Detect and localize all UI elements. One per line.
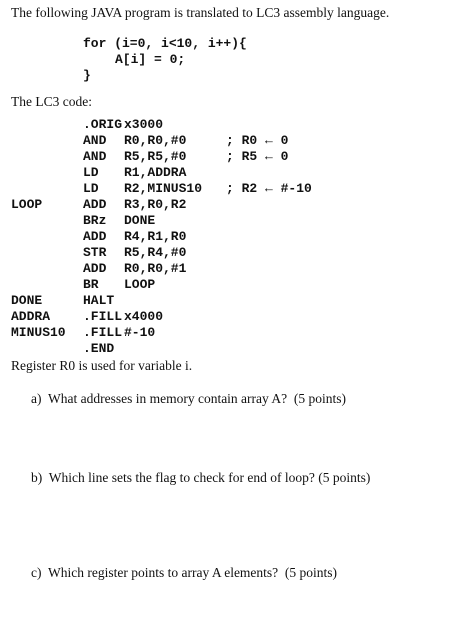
code-opcode: LD bbox=[83, 165, 99, 180]
code-opcode: .FILL bbox=[83, 309, 123, 324]
code-operands: R0,R0,#1 bbox=[124, 261, 187, 276]
code-opcode: ADD bbox=[83, 229, 107, 244]
question-c: c) Which register points to array A elements? (5 points) bbox=[31, 565, 338, 580]
code-opcode: AND bbox=[83, 133, 107, 148]
code-operands: R2,MINUS10 bbox=[124, 181, 203, 196]
code-comment: ; R5 ← 0 bbox=[226, 149, 289, 164]
question-a: a) What addresses in memory contain array A? (5 points) bbox=[31, 391, 347, 406]
code-operands: R1,ADDRA bbox=[124, 165, 187, 180]
lc3-heading: The LC3 code: bbox=[11, 94, 92, 109]
register-note: Register R0 is used for variable i. bbox=[11, 358, 193, 373]
code-operands: DONE bbox=[124, 213, 156, 228]
code-opcode: HALT bbox=[83, 293, 115, 308]
code-opcode: STR bbox=[83, 245, 107, 260]
code-opcode: ADD bbox=[83, 261, 107, 276]
code-operands: R5,R4,#0 bbox=[124, 245, 187, 260]
code-label: LOOP bbox=[11, 197, 43, 212]
code-comment: ; R2 ← #-10 bbox=[226, 181, 312, 196]
code-operands: R3,R0,R2 bbox=[124, 197, 187, 212]
intro-text: The following JAVA program is translated to LC3 assembly language. bbox=[11, 5, 390, 20]
code-comment: ; R0 ← 0 bbox=[226, 133, 289, 148]
code-operands: R5,R5,#0 bbox=[124, 149, 187, 164]
code-operands: R4,R1,R0 bbox=[124, 229, 187, 244]
code-opcode: BRz bbox=[83, 213, 107, 228]
code-opcode: LD bbox=[83, 181, 99, 196]
code-label: DONE bbox=[11, 293, 43, 308]
code-opcode: BR bbox=[83, 277, 99, 292]
lc3-code-listing bbox=[0, 117, 474, 357]
java-line-2: A[i] = 0; bbox=[115, 52, 186, 67]
code-opcode: .END bbox=[83, 341, 115, 356]
code-operands: x4000 bbox=[124, 309, 164, 324]
code-opcode: .FILL bbox=[83, 325, 123, 340]
code-label: MINUS10 bbox=[11, 325, 66, 340]
code-operands: x3000 bbox=[124, 117, 164, 132]
code-operands: LOOP bbox=[124, 277, 156, 292]
java-line-1: for (i=0, i<10, i++){ bbox=[83, 36, 247, 51]
code-opcode: ADD bbox=[83, 197, 107, 212]
code-opcode: AND bbox=[83, 149, 107, 164]
code-label: ADDRA bbox=[11, 309, 51, 324]
code-opcode: .ORIG bbox=[83, 117, 123, 132]
code-operands: #-10 bbox=[124, 325, 156, 340]
code-operands: R0,R0,#0 bbox=[124, 133, 187, 148]
java-line-3: } bbox=[83, 68, 91, 83]
question-b: b) Which line sets the flag to check for end of loop? (5 points) bbox=[31, 470, 371, 485]
